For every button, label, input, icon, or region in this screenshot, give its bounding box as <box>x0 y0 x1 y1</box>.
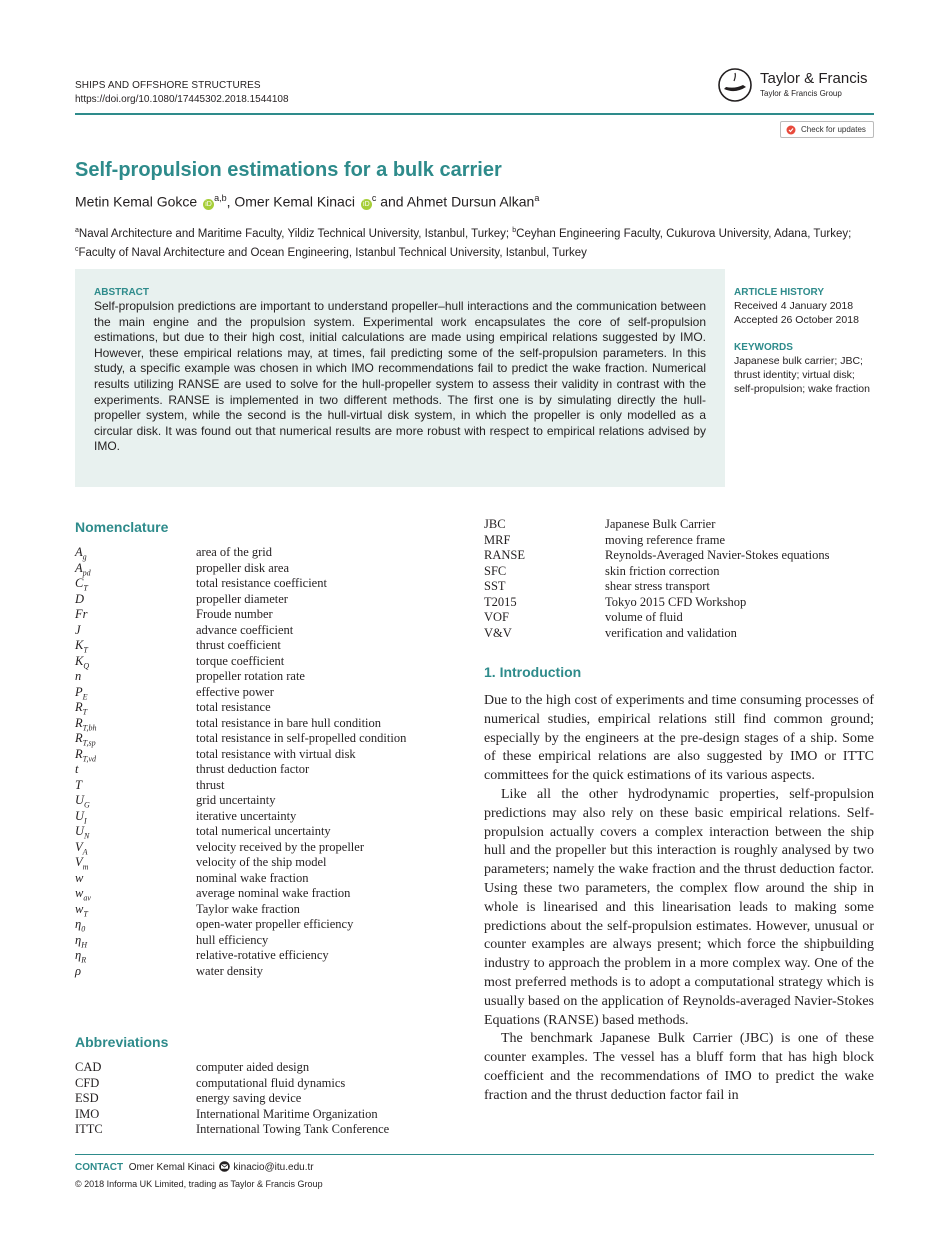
nomenclature-row <box>75 561 455 577</box>
check-updates-label: Check for updates <box>801 125 866 134</box>
article-history-label: ARTICLE HISTORY <box>734 287 825 298</box>
paragraph: Due to the high cost of experiments and time consuming processes of numerical studies, empirical relations still find common ground; especially by the engineers at the pre-design stages of a ship. Some of these empirical relations are also suggested by IMO or ITTC committees for the quick estimations of its various aspects. <box>484 693 874 784</box>
paragraph: Like all the other hydrodynamic properties, self-propulsion predictions may also rely on these basic empirical relations. Self-propulsion actually covers a complex interaction between the ship hull and the propeller but this interaction is roughly analysed by two parameters; namely the wake fraction and the thrust deduction factor. Using these two parameters, the complex flow around the ship in whole is linearised and this linearisation leads to making some predictions about the self-propulsion estimates. However, unusual or counter examples are always present; which force the shipbuilding industry to approach the problem in a more complex way. One of the most preferred methods is to adopt a computational strategy which is usually based on the application of Reynolds-averaged Navier-Stokes Equations (RANSE) based methods. <box>484 786 874 1028</box>
nomenclature-symbol: A <box>75 545 83 559</box>
contact-line <box>75 1161 314 1173</box>
abbreviation-term: V&V <box>484 625 512 640</box>
nomenclature-definition: thrust deduction factor <box>196 762 310 776</box>
received-date: Received 4 January 2018 <box>734 300 854 312</box>
nomenclature-row <box>75 669 455 685</box>
abbreviation-term: VOF <box>484 610 510 624</box>
nomenclature-subscript: N <box>84 831 90 841</box>
nomenclature-definition: total resistance in self-propelled condition <box>196 731 407 745</box>
nomenclature-symbol: U <box>75 808 85 823</box>
nomenclature-definition: water density <box>196 963 263 978</box>
lamp-icon <box>716 68 754 102</box>
author-and: and <box>380 193 404 210</box>
nomenclature-definition: propeller diameter <box>196 591 288 606</box>
abbreviation-term: RANSE <box>484 548 525 562</box>
nomenclature-subscript: m <box>82 862 89 872</box>
nomenclature-subscript: I <box>84 816 87 825</box>
nomenclature-row <box>75 917 455 933</box>
affiliations <box>75 223 875 261</box>
nomenclature-definition: open-water propeller efficiency <box>196 917 354 931</box>
abbreviation-row <box>75 1107 455 1123</box>
abbreviation-definition: International Maritime Organization <box>196 1106 378 1121</box>
nomenclature-definition: thrust <box>196 777 225 792</box>
abbreviation-definition: Reynolds-Averaged Navier-Stokes equations <box>605 548 830 562</box>
abbreviation-term: SST <box>484 579 506 593</box>
nomenclature-row <box>75 809 455 825</box>
abbreviation-definition: skin friction correction <box>605 563 720 578</box>
nomenclature-symbol: Fr <box>75 607 88 621</box>
nomenclature-row <box>75 654 455 670</box>
nomenclature-symbol: K <box>75 638 84 652</box>
author-separator: , <box>226 193 231 210</box>
abbreviation-row <box>484 548 874 564</box>
nomenclature-list <box>75 545 455 985</box>
nomenclature-row <box>75 793 455 809</box>
abbreviation-definition: energy saving device <box>196 1091 302 1105</box>
nomenclature-subscript: pd <box>82 568 91 577</box>
nomenclature-symbol: V <box>75 855 83 869</box>
nomenclature-row <box>75 623 455 639</box>
abbreviations-list <box>75 1060 455 1140</box>
abbreviation-definition: Tokyo 2015 CFD Workshop <box>605 594 747 609</box>
article-title: Self-propulsion estimations for a bulk carrier <box>75 159 502 181</box>
abbreviation-definition: verification and validation <box>605 625 737 640</box>
nomenclature-symbol: U <box>75 824 85 838</box>
abbreviation-row <box>484 595 874 611</box>
nomenclature-definition: propeller rotation rate <box>196 669 305 683</box>
nomenclature-symbol-wrap <box>75 964 81 984</box>
author-affil-sup: a <box>534 193 540 203</box>
publisher-group: Taylor & Francis Group <box>760 89 842 98</box>
crossmark-icon <box>786 125 796 135</box>
author-name[interactable]: Ahmet Dursun Alkan <box>406 193 535 210</box>
abbreviation-term: IMO <box>75 1106 100 1121</box>
nomenclature-definition: average nominal wake fraction <box>196 886 351 900</box>
abbreviation-row <box>75 1060 455 1076</box>
abbreviation-definition: moving reference frame <box>605 532 726 547</box>
nomenclature-definition: hull efficiency <box>196 932 269 947</box>
nomenclature-symbol: R <box>75 700 83 714</box>
nomenclature-subscript: R <box>81 955 87 965</box>
nomenclature-subscript: T <box>82 707 88 717</box>
nomenclature-symbol: V <box>75 839 83 854</box>
abbreviation-term: MRF <box>484 532 511 547</box>
nomenclature-subscript: H <box>81 940 87 949</box>
nomenclature-definition: velocity received by the propeller <box>196 839 364 854</box>
abbreviation-row <box>484 579 874 595</box>
abbreviation-term: ITTC <box>75 1122 103 1136</box>
nomenclature-definition: Froude number <box>196 607 273 621</box>
keywords-label: KEYWORDS <box>734 342 793 353</box>
introduction-heading: 1. Introduction <box>484 664 582 680</box>
author-name[interactable]: Metin Kemal Gokce <box>75 193 198 210</box>
nomenclature-subscript: 0 <box>81 924 86 934</box>
check-updates-button[interactable] <box>780 121 874 138</box>
abbreviation-definition: computational fluid dynamics <box>196 1075 346 1090</box>
nomenclature-row <box>75 607 455 623</box>
nomenclature-row <box>75 592 455 608</box>
nomenclature-symbol: η <box>75 948 82 962</box>
nomenclature-subscript: T,vd <box>82 754 97 763</box>
nomenclature-row <box>75 731 455 747</box>
nomenclature-row <box>75 716 455 732</box>
abbreviation-term: T2015 <box>484 594 517 609</box>
nomenclature-row <box>75 933 455 949</box>
abbreviation-term: CAD <box>75 1060 102 1074</box>
keywords-line: Japanese bulk carrier; JBC; <box>734 355 863 367</box>
abbreviation-definition: volume of fluid <box>605 610 683 624</box>
affiliation-b: Ceyhan Engineering Faculty, Cukurova University, Adana, Turkey; <box>516 227 852 240</box>
nomenclature-definition: velocity of the ship model <box>196 855 327 869</box>
author-list <box>75 193 539 210</box>
nomenclature-definition: grid uncertainty <box>196 793 276 807</box>
nomenclature-row <box>75 685 455 701</box>
nomenclature-subscript: Q <box>83 661 90 670</box>
nomenclature-row <box>75 638 455 654</box>
abbreviation-row <box>484 564 874 580</box>
header-rule <box>75 113 874 115</box>
affiliation-c: Faculty of Naval Architecture and Ocean Engineering, Istanbul Technical University, Istanbul, Turkey <box>78 246 587 259</box>
nomenclature-symbol: T <box>75 777 82 792</box>
nomenclature-subscript: T,sp <box>82 738 96 748</box>
nomenclature-definition: total resistance <box>196 700 271 714</box>
nomenclature-symbol: U <box>75 793 85 807</box>
nomenclature-symbol: A <box>75 560 83 575</box>
nomenclature-row <box>75 840 455 856</box>
nomenclature-definition: area of the grid <box>196 545 273 559</box>
nomenclature-row <box>75 948 455 964</box>
contact-name: Omer Kemal Kinaci <box>128 1162 215 1173</box>
nomenclature-subscript: A <box>82 847 88 856</box>
publisher-logo <box>716 68 876 104</box>
publisher-name: Taylor & Francis <box>760 70 868 87</box>
abbreviation-row <box>484 517 874 533</box>
nomenclature-heading: Nomenclature <box>75 519 169 535</box>
doi-link[interactable]: https://doi.org/10.1080/17445302.2018.1544108 <box>75 94 289 105</box>
nomenclature-symbol: C <box>75 576 84 590</box>
introduction-body <box>484 692 874 1106</box>
nomenclature-definition: Taylor wake fraction <box>196 901 300 916</box>
nomenclature-symbol: w <box>75 886 84 900</box>
abbreviation-row <box>75 1076 455 1092</box>
nomenclature-subscript: T <box>83 909 88 918</box>
nomenclature-row <box>75 964 455 980</box>
contact-email[interactable]: kinacio@itu.edu.tr <box>233 1162 314 1173</box>
nomenclature-subscript: g <box>82 552 87 562</box>
abbreviation-definition: computer aided design <box>196 1060 310 1074</box>
orcid-icon[interactable]: iD <box>203 199 214 210</box>
nomenclature-row <box>75 886 455 902</box>
copyright: © 2018 Informa UK Limited, trading as Taylor & Francis Group <box>75 1179 323 1189</box>
journal-name: SHIPS AND OFFSHORE STRUCTURES <box>75 80 261 91</box>
accepted-date: Accepted 26 October 2018 <box>734 314 859 326</box>
author-affil-sup: a,b <box>214 193 227 203</box>
nomenclature-definition: total resistance coefficient <box>196 576 327 590</box>
nomenclature-symbol: P <box>75 684 83 699</box>
keywords-line: self-propulsion; wake fraction <box>734 383 870 395</box>
nomenclature-definition: thrust coefficient <box>196 638 281 652</box>
abbreviation-definition: International Towing Tank Conference <box>196 1122 390 1136</box>
nomenclature-subscript: T <box>83 583 88 593</box>
nomenclature-row <box>75 871 455 887</box>
abbreviation-row <box>75 1091 455 1107</box>
author-name[interactable]: Omer Kemal Kinaci <box>234 193 355 210</box>
abbreviations-list-continued <box>484 517 874 642</box>
nomenclature-symbol: J <box>75 622 81 637</box>
abbreviation-term: ESD <box>75 1091 99 1105</box>
nomenclature-symbol: t <box>75 762 79 776</box>
nomenclature-row <box>75 762 455 778</box>
nomenclature-subscript: T,bh <box>82 723 97 732</box>
abbreviations-heading: Abbreviations <box>75 1034 169 1050</box>
nomenclature-symbol: ρ <box>75 963 81 978</box>
affil-sup: c <box>75 245 79 253</box>
nomenclature-subscript: av <box>83 893 91 903</box>
nomenclature-row <box>75 700 455 716</box>
affil-sup: b <box>512 227 517 234</box>
nomenclature-row <box>75 545 455 561</box>
nomenclature-definition: total numerical uncertainty <box>196 824 331 838</box>
nomenclature-row <box>75 824 455 840</box>
nomenclature-symbol: w <box>75 901 84 916</box>
affil-sup: a <box>75 227 79 234</box>
nomenclature-symbol: η <box>75 917 82 931</box>
paragraph: The benchmark Japanese Bulk Carrier (JBC) is one of these counter examples. The vessel has a bluff form that has high block coefficient and the recommendations of IMO to predict the wake fraction and the thrust deduction factor fail in <box>484 1031 874 1103</box>
abbreviation-term: CFD <box>75 1075 100 1090</box>
nomenclature-symbol: R <box>75 746 83 761</box>
nomenclature-symbol: η <box>75 932 82 947</box>
nomenclature-symbol: K <box>75 653 84 668</box>
nomenclature-definition: nominal wake fraction <box>196 870 309 885</box>
nomenclature-subscript: G <box>84 800 90 810</box>
abbreviation-term: JBC <box>484 517 506 531</box>
contact-label: CONTACT <box>75 1162 124 1173</box>
nomenclature-row <box>75 855 455 871</box>
orcid-icon[interactable]: iD <box>361 199 372 210</box>
nomenclature-subscript: T <box>83 645 88 655</box>
abstract-label: ABSTRACT <box>94 287 149 298</box>
nomenclature-symbol: n <box>75 669 82 683</box>
abbreviation-definition: shear stress transport <box>605 579 710 593</box>
abstract-text: Self-propulsion predictions are important to understand propeller–hull interactions and the communication between the main engine and the propulsion system. Experimental work encapsulates the core of self-propulsion estimations, but due to their high cost, initial calculations are made using empirical relations suggested by IMO. However, these empirical relations may, at times, fail predicting some of the self-propulsion parameters. In this study, a specific example was chosen in which IMO recommendations fail to predict the wake fraction. Numerical results utilizing RANSE are used to solve for the hull-propeller system to assess their validity in contrast with the experiments. RANSE is implemented in two different methods. The first one is by simulating directly the hull-propeller system, while the second is the hull-virtual disk system, in which the propeller is only modelled as a circular disk. It was found out that numerical results are more robust with respect to empirical relations advised by IMO. <box>94 299 706 454</box>
nomenclature-definition: torque coefficient <box>196 653 285 668</box>
abbreviation-definition: Japanese Bulk Carrier <box>605 517 716 531</box>
author-affil-sup: c <box>371 193 377 203</box>
nomenclature-definition: propeller disk area <box>196 560 290 575</box>
nomenclature-definition: advance coefficient <box>196 622 294 637</box>
abbreviation-row <box>484 610 874 626</box>
nomenclature-definition: total resistance with virtual disk <box>196 746 356 761</box>
abbreviation-row <box>75 1122 455 1138</box>
nomenclature-definition: iterative uncertainty <box>196 808 297 823</box>
keywords-line: thrust identity; virtual disk; <box>734 369 855 381</box>
nomenclature-symbol: R <box>75 731 83 745</box>
nomenclature-symbol: w <box>75 870 84 885</box>
envelope-icon <box>218 1161 231 1172</box>
abbreviation-row <box>484 533 874 549</box>
nomenclature-row <box>75 902 455 918</box>
nomenclature-row <box>75 576 455 592</box>
footer-rule <box>75 1154 874 1155</box>
nomenclature-row <box>75 747 455 763</box>
nomenclature-row <box>75 778 455 794</box>
nomenclature-definition: total resistance in bare hull condition <box>196 715 382 730</box>
nomenclature-symbol: R <box>75 715 83 730</box>
nomenclature-subscript: E <box>82 692 88 701</box>
nomenclature-definition: relative-rotative efficiency <box>196 948 329 962</box>
nomenclature-symbol: D <box>75 591 85 606</box>
abbreviation-row <box>484 626 874 642</box>
affiliation-a: Naval Architecture and Maritime Faculty, Yildiz Technical University, Istanbul, Turkey; <box>78 227 513 240</box>
nomenclature-definition: effective power <box>196 684 274 699</box>
abbreviation-term: SFC <box>484 563 507 578</box>
